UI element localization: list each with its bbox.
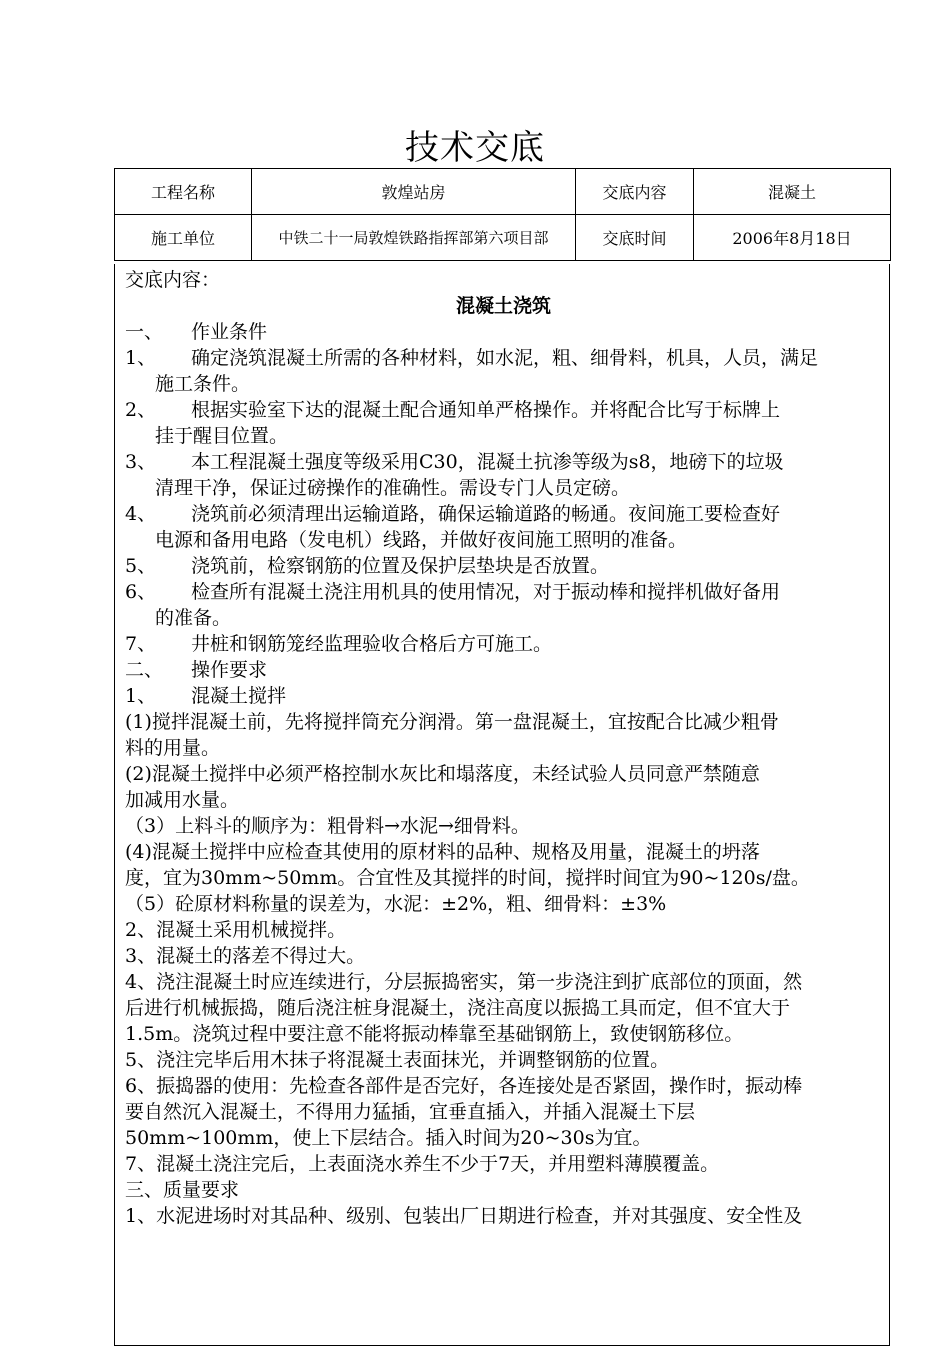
body-line: 度，宜为30mm~50mm。合宜性及其搅拌的时间，搅拌时间宜为90~120s/盘。 — [125, 867, 810, 889]
body-line: （3）上料斗的顺序为：粗骨料→水泥→细骨料。 — [125, 815, 530, 837]
item-number: 2、 — [125, 399, 157, 421]
value-briefing-time: 2006年8月18日 — [694, 215, 891, 261]
section-title: 作业条件 — [191, 321, 268, 343]
subsection-number: 1、 — [125, 685, 157, 707]
header-row-unit — [115, 215, 891, 261]
item-text-continued: 施工条件。 — [155, 373, 251, 395]
value-construction-unit: 中铁二十一局敦煌铁路指挥部第六项目部 — [252, 215, 576, 261]
item-text-continued: 挂于醒目位置。 — [155, 425, 289, 447]
section-number: 二、 — [125, 659, 164, 681]
section-title: 操作要求 — [191, 659, 268, 681]
label-project-name: 工程名称 — [115, 169, 252, 215]
item-text: 浇筑前，检察钢筋的位置及保护层垫块是否放置。 — [191, 555, 610, 577]
item-text: 本工程混凝土强度等级采用C30，混凝土抗渗等级为s8，地磅下的垃圾 — [191, 451, 784, 473]
section-title: 质量要求 — [163, 1179, 240, 1201]
body-line: (4)混凝土搅拌中应检查其使用的原材料的品种、规格及用量，混凝土的坍落 — [125, 841, 760, 863]
body-line: 6、振捣器的使用：先检查各部件是否完好，各连接处是否紧固，操作时，振动棒 — [125, 1075, 803, 1097]
label-briefing-time: 交底时间 — [576, 215, 694, 261]
item-7 — [125, 631, 882, 657]
item-5 — [125, 553, 882, 579]
item-number: 3、 — [125, 451, 157, 473]
item-text: 确定浇筑混凝土所需的各种材料，如水泥，粗、细骨料，机具，人员，满足 — [191, 347, 819, 369]
item-text: 检查所有混凝土浇注用机具的使用情况，对于振动棒和搅拌机做好备用 — [191, 581, 781, 603]
body-line: 2、混凝土采用机械搅拌。 — [125, 919, 347, 941]
subsection-heading — [125, 683, 882, 709]
item-number: 1、 — [125, 347, 157, 369]
body-line: 7、混凝土浇注完后，上表面浇水养生不少于7天，并用塑料薄膜覆盖。 — [125, 1153, 720, 1175]
section-heading — [125, 657, 882, 683]
item-2 — [125, 397, 882, 449]
document-title: 技术交底 — [405, 128, 545, 168]
section-number: 一、 — [125, 321, 164, 343]
item-number: 6、 — [125, 581, 157, 603]
item-number: 4、 — [125, 503, 157, 525]
value-project-name: 敦煌站房 — [252, 169, 576, 215]
body-line: 1、水泥进场时对其品种、级别、包装出厂日期进行检查，并对其强度、安全性及 — [125, 1205, 803, 1227]
body-line: 后进行机械振捣，随后浇注桩身混凝土，浇注高度以振捣工具而定，但不宜大于 — [125, 997, 791, 1019]
item-text-continued: 清理干净，保证过磅操作的准确性。需设专门人员定磅。 — [155, 477, 631, 499]
body-line: （5）砼原材料称量的误差为，水泥：±2%，粗、细骨料：±3% — [125, 893, 667, 915]
item-1 — [125, 345, 882, 397]
subsection-title: 混凝土搅拌 — [191, 685, 287, 707]
header-table — [114, 168, 891, 261]
body-line: 5、浇注完毕后用木抹子将混凝土表面抹光，并调整钢筋的位置。 — [125, 1049, 670, 1071]
body-line: (2)混凝土搅拌中必须严格控制水灰比和塌落度，未经试验人员同意严禁随意 — [125, 763, 760, 785]
item-number: 7、 — [125, 633, 157, 655]
item-text: 根据实验室下达的混凝土配合通知单严格操作。并将配合比写于标牌上 — [191, 399, 781, 421]
item-text: 井桩和钢筋笼经监理验收合格后方可施工。 — [191, 633, 553, 655]
content-subtitle: 混凝土浇筑 — [455, 295, 551, 317]
item-6 — [125, 579, 882, 631]
content-heading: 交底内容： — [125, 269, 221, 291]
body-line: 要自然沉入混凝土，不得用力猛插，宜垂直插入，并插入混凝土下层 — [125, 1101, 696, 1123]
item-text: 浇筑前必须清理出运输道路，确保运输道路的畅通。夜间施工要检查好 — [191, 503, 781, 525]
section-heading — [125, 319, 882, 345]
body-line: 1.5m。浇筑过程中要注意不能将振动棒靠至基础钢筋上，致使钢筋移位。 — [125, 1023, 744, 1045]
section-number: 三、 — [125, 1179, 164, 1201]
item-3 — [125, 449, 882, 501]
body-line: 50mm~100mm，使上下层结合。插入时间为20~30s为宜。 — [125, 1127, 652, 1149]
item-text-continued: 电源和备用电路（发电机）线路，并做好夜间施工照明的准备。 — [155, 529, 688, 551]
header-row-project — [115, 169, 891, 215]
body-line: 4、浇注混凝土时应连续进行，分层振捣密实，第一步浇注到扩底部位的顶面，然 — [125, 971, 803, 993]
body-line: 加减用水量。 — [125, 789, 240, 811]
item-number: 5、 — [125, 555, 157, 577]
body-line: 3、混凝土的落差不得过大。 — [125, 945, 366, 967]
item-text-continued: 的准备。 — [155, 607, 232, 629]
content-box — [114, 264, 890, 1346]
label-briefing-content: 交底内容 — [576, 169, 694, 215]
section-heading-quality — [125, 1177, 882, 1203]
body-line: 料的用量。 — [125, 737, 221, 759]
body-line: (1)搅拌混凝土前，先将搅拌筒充分润滑。第一盘混凝土，宜按配合比减少粗骨 — [125, 711, 779, 733]
label-construction-unit: 施工单位 — [115, 215, 252, 261]
content-body — [125, 267, 882, 1229]
item-4 — [125, 501, 882, 553]
value-briefing-content: 混凝土 — [694, 169, 891, 215]
